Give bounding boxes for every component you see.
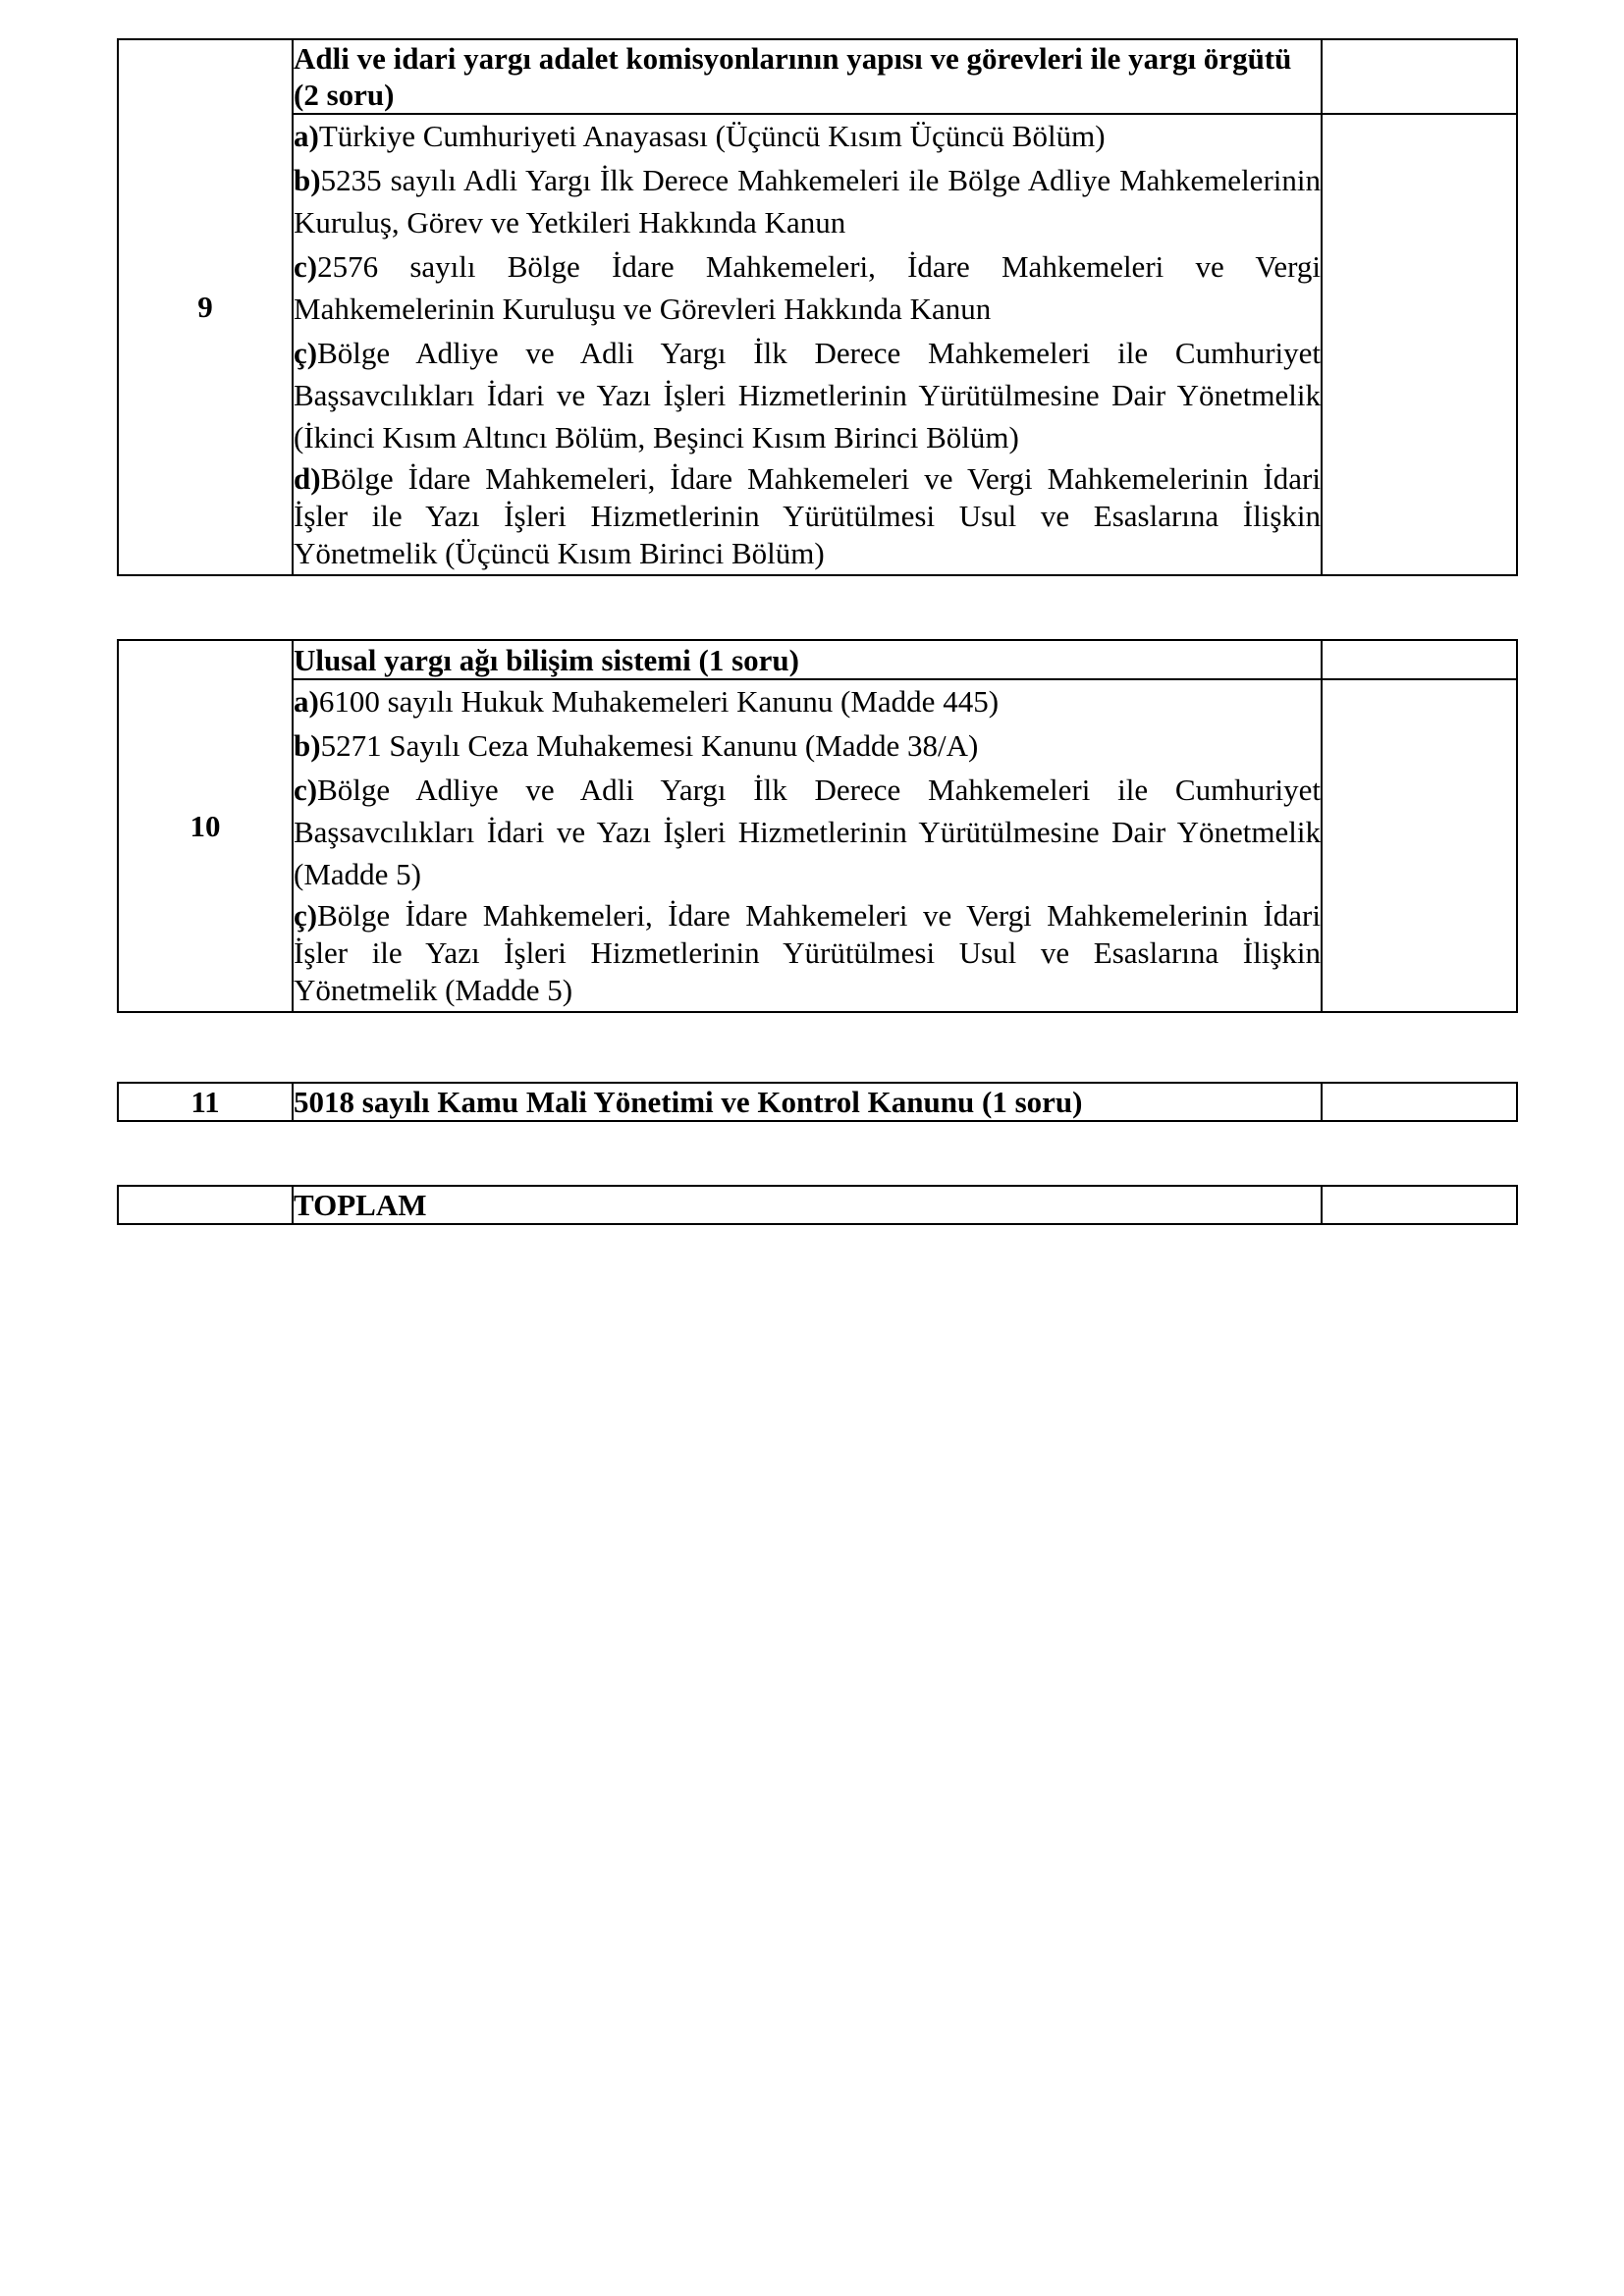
source-item-c (294, 769, 1321, 895)
section-title: 5018 sayılı Kamu Mali Yönetimi ve Kontrol Kanunu (1 soru) (293, 1083, 1322, 1121)
question-count-cell (1322, 679, 1517, 1012)
question-count-cell (1322, 39, 1517, 114)
item-letter: c) (294, 249, 318, 284)
source-item-c (294, 245, 1321, 330)
item-letter: ç) (294, 336, 318, 370)
section-9-table (117, 38, 1518, 576)
item-text: Bölge İdare Mahkemeleri, İdare Mahkemeleri ve Vergi Mahkemelerinin İdari İşler ile Yazı İşleri Hizmetlerinin Yürütülmesi Usul ve Esaslarına İlişkin Yönetmelik (Üçüncü Kısım Birinci Bölüm) (294, 461, 1321, 570)
question-count-cell (1322, 640, 1517, 679)
item-letter: a) (294, 119, 319, 153)
item-text: 6100 sayılı Hukuk Muhakemeleri Kanunu (Madde 445) (318, 684, 1000, 719)
source-item-a (294, 115, 1321, 157)
question-count-cell (1322, 1083, 1517, 1121)
section-number: 11 (118, 1083, 293, 1121)
source-item-c-cedilla (294, 332, 1321, 458)
sources-cell (293, 679, 1322, 1012)
section-number: 9 (118, 39, 293, 575)
section-number: 10 (118, 640, 293, 1012)
question-count-cell (1322, 114, 1517, 575)
item-letter: d) (294, 461, 321, 496)
total-number-cell (118, 1186, 293, 1224)
item-letter: c) (294, 773, 318, 807)
item-text: 5235 sayılı Adli Yargı İlk Derece Mahkemeleri ile Bölge Adliye Mahkemelerinin Kuruluş, Görev ve Yetkileri Hakkında Kanun (294, 163, 1321, 240)
item-text: Bölge Adliye ve Adli Yargı İlk Derece Mahkemeleri ile Cumhuriyet Başsavcılıkları İdari ve Yazı İşleri Hizmetlerinin Yürütülmesine Dair Yönetmelik (İkinci Kısım Altıncı Bölüm, Beşinci Kısım Birinci Bölüm) (294, 336, 1321, 454)
total-table (117, 1185, 1518, 1225)
item-text: Bölge İdare Mahkemeleri, İdare Mahkemeleri ve Vergi Mahkemelerinin İdari İşler ile Yazı İşleri Hizmetlerinin Yürütülmesi Usul ve Esaslarına İlişkin Yönetmelik (Madde 5) (294, 898, 1321, 1007)
source-item-b (294, 159, 1321, 243)
item-text: Türkiye Cumhuriyeti Anayasası (Üçüncü Kısım Üçüncü Bölüm) (318, 119, 1106, 153)
total-count-cell (1322, 1186, 1517, 1224)
source-item-b (294, 724, 1321, 767)
section-title: Adli ve idari yargı adalet komisyonlarının yapısı ve görevleri ile yargı örgütü (2 soru) (293, 39, 1322, 114)
item-text: Bölge Adliye ve Adli Yargı İlk Derece Mahkemeleri ile Cumhuriyet Başsavcılıkları İdari ve Yazı İşleri Hizmetlerinin Yürütülmesine Dair Yönetmelik (Madde 5) (294, 773, 1321, 891)
item-text: 2576 sayılı Bölge İdare Mahkemeleri, İdare Mahkemeleri ve Vergi Mahkemelerinin Kuruluşu ve Görevleri Hakkında Kanun (294, 249, 1321, 326)
source-item-d (294, 460, 1321, 572)
item-text: 5271 Sayılı Ceza Muhakemesi Kanunu (Madde 38/A) (320, 728, 979, 763)
section-10-table (117, 639, 1518, 1013)
section-title: Ulusal yargı ağı bilişim sistemi (1 soru) (293, 640, 1322, 679)
total-label: TOPLAM (293, 1186, 1322, 1224)
item-letter: b) (294, 728, 321, 763)
item-letter: b) (294, 163, 321, 197)
sources-cell (293, 114, 1322, 575)
section-11-table (117, 1082, 1518, 1122)
item-letter: ç) (294, 898, 318, 933)
source-item-a (294, 680, 1321, 722)
item-letter: a) (294, 684, 319, 719)
source-item-c-cedilla (294, 897, 1321, 1009)
